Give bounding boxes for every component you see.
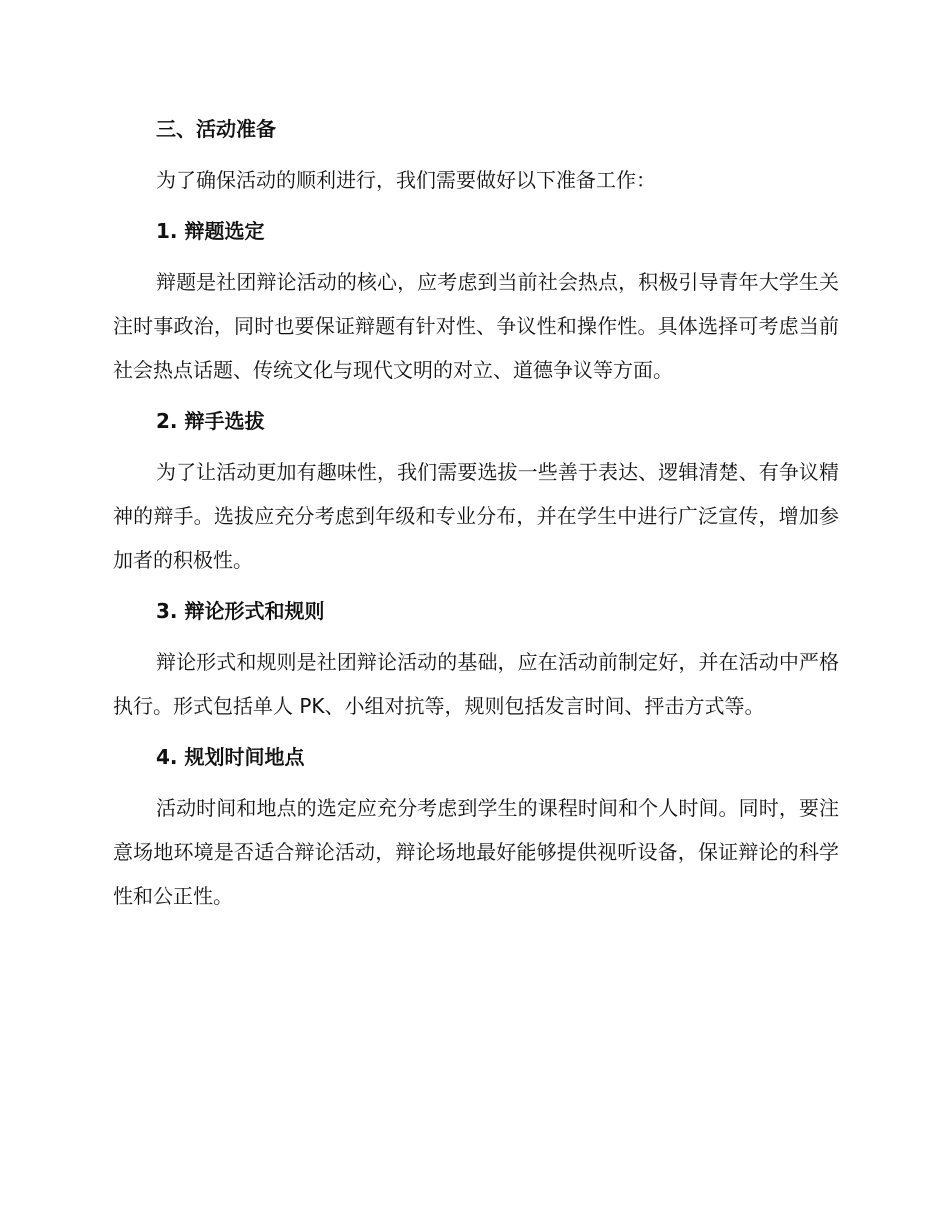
document-content (113, 112, 839, 930)
item-body-format-rules: 辩论形式和规则是社团辩论活动的基础，应在活动前制定好，并在活动中严格执行。形式包括单人 PK、小组对抗等，规则包括发言时间、抨击方式等。 (113, 650, 839, 718)
item-heading-debater-selection: 2. 辩手选拔 (156, 409, 265, 433)
section-title: 三、活动准备 (156, 117, 276, 141)
item-heading-time-venue: 4. 规划时间地点 (156, 745, 305, 769)
item-heading-format-rules: 3. 辩论形式和规则 (156, 599, 325, 623)
intro-paragraph: 为了确保活动的顺利进行，我们需要做好以下准备工作： (156, 168, 656, 192)
item-heading-topic-selection: 1. 辩题选定 (156, 219, 265, 243)
item-body-topic-selection: 辩题是社团辩论活动的核心，应考虑到当前社会热点，积极引导青年大学生关注时事政治，同时也要保证辩题有针对性、争议性和操作性。具体选择可考虑当前社会热点话题、传统文化与现代文明的对立、道德争议等方面。 (113, 270, 839, 382)
item-body-time-venue: 活动时间和地点的选定应充分考虑到学生的课程时间和个人时间。同时，要注意场地环境是否适合辩论活动，辩论场地最好能够提供视听设备，保证辩论的科学性和公正性。 (113, 796, 839, 908)
item-body-debater-selection: 为了让活动更加有趣味性，我们需要选拔一些善于表达、逻辑清楚、有争议精神的辩手。选拔应充分考虑到年级和专业分布，并在学生中进行广泛宣传，增加参加者的积极性。 (113, 460, 839, 572)
